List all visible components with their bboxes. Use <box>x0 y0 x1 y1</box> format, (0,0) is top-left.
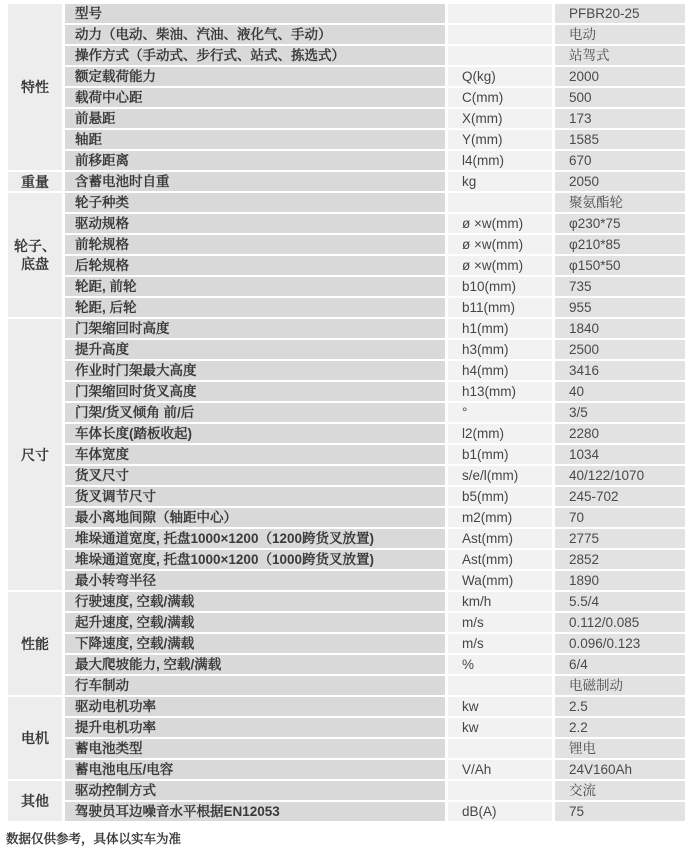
spec-value-cell: φ210*85 <box>555 235 685 254</box>
spec-table <box>5 2 688 823</box>
spec-value-cell: 交流 <box>555 781 685 800</box>
spec-unit-cell: Q(kg) <box>448 67 552 86</box>
spec-unit-cell: kw <box>448 718 552 737</box>
spec-name-cell: 门架缩回时高度 <box>65 319 445 338</box>
spec-unit-cell: % <box>448 655 552 674</box>
spec-value-cell: 75 <box>555 802 685 821</box>
spec-value-cell: 173 <box>555 109 685 128</box>
table-row <box>8 340 685 359</box>
table-row <box>8 193 685 212</box>
spec-name-cell: 货叉尺寸 <box>65 466 445 485</box>
category-cell: 重量 <box>8 172 62 191</box>
spec-name-cell: 堆垛通道宽度, 托盘1000×1200（1000跨货叉放置) <box>65 550 445 569</box>
table-row <box>8 676 685 695</box>
spec-name-cell: 车体宽度 <box>65 445 445 464</box>
spec-value-cell: 2500 <box>555 340 685 359</box>
spec-unit-cell: ø ×w(mm) <box>448 256 552 275</box>
spec-name-cell: 额定载荷能力 <box>65 67 445 86</box>
spec-name-cell: 门架缩回时货叉高度 <box>65 382 445 401</box>
spec-name-cell: 提升电机功率 <box>65 718 445 737</box>
spec-name-cell: 轮子种类 <box>65 193 445 212</box>
table-row <box>8 529 685 548</box>
spec-unit-cell: m/s <box>448 613 552 632</box>
spec-unit-cell: b5(mm) <box>448 487 552 506</box>
table-row <box>8 151 685 170</box>
spec-value-cell: 40/122/1070 <box>555 466 685 485</box>
spec-value-cell: 电磁制动 <box>555 676 685 695</box>
spec-unit-cell: Y(mm) <box>448 130 552 149</box>
spec-name-cell: 蓄电池电压/电容 <box>65 760 445 779</box>
table-row <box>8 4 685 23</box>
table-row <box>8 760 685 779</box>
spec-value-cell: 24V160Ah <box>555 760 685 779</box>
spec-unit-cell: km/h <box>448 592 552 611</box>
table-row <box>8 277 685 296</box>
spec-unit-cell <box>448 193 552 212</box>
spec-unit-cell: s/e/l(mm) <box>448 466 552 485</box>
table-row <box>8 424 685 443</box>
spec-name-cell: 动力（电动、柴油、汽油、液化气、手动） <box>65 25 445 44</box>
spec-value-cell: 6/4 <box>555 655 685 674</box>
table-row <box>8 802 685 821</box>
table-row <box>8 25 685 44</box>
spec-unit-cell: ° <box>448 403 552 422</box>
category-cell: 轮子、底盘 <box>8 193 62 317</box>
spec-value-cell: 锂电 <box>555 739 685 758</box>
table-row <box>8 655 685 674</box>
table-row <box>8 109 685 128</box>
spec-name-cell: 蓄电池类型 <box>65 739 445 758</box>
spec-name-cell: 驱动电机功率 <box>65 697 445 716</box>
table-row <box>8 298 685 317</box>
spec-unit-cell: kw <box>448 697 552 716</box>
spec-value-cell: 955 <box>555 298 685 317</box>
table-row <box>8 235 685 254</box>
category-cell: 性能 <box>8 592 62 695</box>
spec-value-cell: 3416 <box>555 361 685 380</box>
spec-value-cell: φ150*50 <box>555 256 685 275</box>
table-row <box>8 508 685 527</box>
spec-value-cell: 40 <box>555 382 685 401</box>
spec-value-cell: 2775 <box>555 529 685 548</box>
spec-unit-cell: b11(mm) <box>448 298 552 317</box>
table-row <box>8 172 685 191</box>
spec-value-cell: 2050 <box>555 172 685 191</box>
table-row <box>8 88 685 107</box>
spec-name-cell: 货叉调节尺寸 <box>65 487 445 506</box>
spec-unit-cell: Ast(mm) <box>448 550 552 569</box>
spec-value-cell: 0.112/0.085 <box>555 613 685 632</box>
spec-unit-cell: ø ×w(mm) <box>448 235 552 254</box>
spec-unit-cell: ø ×w(mm) <box>448 214 552 233</box>
spec-unit-cell: l2(mm) <box>448 424 552 443</box>
table-row <box>8 739 685 758</box>
spec-unit-cell: C(mm) <box>448 88 552 107</box>
spec-unit-cell: dB(A) <box>448 802 552 821</box>
spec-value-cell: 1840 <box>555 319 685 338</box>
spec-value-cell: 2852 <box>555 550 685 569</box>
spec-value-cell: 245-702 <box>555 487 685 506</box>
spec-unit-cell <box>448 4 552 23</box>
spec-name-cell: 堆垛通道宽度, 托盘1000×1200（1200跨货叉放置) <box>65 529 445 548</box>
table-row <box>8 781 685 800</box>
spec-value-cell: 735 <box>555 277 685 296</box>
spec-value-cell: 5.5/4 <box>555 592 685 611</box>
spec-value-cell: 1890 <box>555 571 685 590</box>
spec-name-cell: 轮距, 后轮 <box>65 298 445 317</box>
spec-name-cell: 操作方式（手动式、步行式、站式、拣选式） <box>65 46 445 65</box>
spec-value-cell: 电动 <box>555 25 685 44</box>
spec-name-cell: 门架/货叉倾角 前/后 <box>65 403 445 422</box>
spec-value-cell: 670 <box>555 151 685 170</box>
spec-name-cell: 含蓄电池时自重 <box>65 172 445 191</box>
table-row <box>8 382 685 401</box>
spec-value-cell: 2.2 <box>555 718 685 737</box>
spec-unit-cell: h3(mm) <box>448 340 552 359</box>
table-row <box>8 403 685 422</box>
spec-unit-cell: b1(mm) <box>448 445 552 464</box>
spec-unit-cell: V/Ah <box>448 760 552 779</box>
spec-unit-cell: X(mm) <box>448 109 552 128</box>
spec-name-cell: 最大爬坡能力, 空载/满载 <box>65 655 445 674</box>
spec-name-cell: 后轮规格 <box>65 256 445 275</box>
table-row <box>8 697 685 716</box>
spec-name-cell: 载荷中心距 <box>65 88 445 107</box>
spec-unit-cell: h13(mm) <box>448 382 552 401</box>
spec-value-cell: 2000 <box>555 67 685 86</box>
spec-name-cell: 型号 <box>65 4 445 23</box>
spec-name-cell: 驱动规格 <box>65 214 445 233</box>
spec-name-cell: 驱动控制方式 <box>65 781 445 800</box>
spec-name-cell: 最小转弯半径 <box>65 571 445 590</box>
spec-name-cell: 车体长度(踏板收起) <box>65 424 445 443</box>
spec-name-cell: 轮距, 前轮 <box>65 277 445 296</box>
spec-value-cell: 0.096/0.123 <box>555 634 685 653</box>
spec-unit-cell: Wa(mm) <box>448 571 552 590</box>
table-row <box>8 466 685 485</box>
table-row <box>8 130 685 149</box>
spec-name-cell: 轴距 <box>65 130 445 149</box>
spec-name-cell: 前移距离 <box>65 151 445 170</box>
spec-value-cell: 站驾式 <box>555 46 685 65</box>
table-row <box>8 46 685 65</box>
table-row <box>8 718 685 737</box>
spec-name-cell: 前悬距 <box>65 109 445 128</box>
table-row <box>8 67 685 86</box>
spec-unit-cell <box>448 25 552 44</box>
table-row <box>8 487 685 506</box>
spec-value-cell: 2280 <box>555 424 685 443</box>
spec-name-cell: 行车制动 <box>65 676 445 695</box>
spec-value-cell: 2.5 <box>555 697 685 716</box>
spec-value-cell: 70 <box>555 508 685 527</box>
table-row <box>8 319 685 338</box>
spec-name-cell: 下降速度, 空载/满载 <box>65 634 445 653</box>
spec-value-cell: 500 <box>555 88 685 107</box>
spec-value-cell: PFBR20-25 <box>555 4 685 23</box>
category-cell: 特性 <box>8 4 62 170</box>
table-row <box>8 613 685 632</box>
spec-unit-cell: Ast(mm) <box>448 529 552 548</box>
spec-unit-cell: kg <box>448 172 552 191</box>
spec-name-cell: 驾驶员耳边噪音水平根据EN12053 <box>65 802 445 821</box>
spec-name-cell: 前轮规格 <box>65 235 445 254</box>
category-cell: 电机 <box>8 697 62 779</box>
spec-value-cell: φ230*75 <box>555 214 685 233</box>
spec-value-cell: 1034 <box>555 445 685 464</box>
spec-name-cell: 作业时门架最大高度 <box>65 361 445 380</box>
spec-unit-cell: h4(mm) <box>448 361 552 380</box>
spec-value-cell: 3/5 <box>555 403 685 422</box>
table-row <box>8 214 685 233</box>
table-row <box>8 361 685 380</box>
table-row <box>8 550 685 569</box>
spec-unit-cell: h1(mm) <box>448 319 552 338</box>
footer-note: 数据仅供参考，具体以实车为准 <box>6 832 182 846</box>
spec-unit-cell: m2(mm) <box>448 508 552 527</box>
category-cell: 其他 <box>8 781 62 821</box>
spec-unit-cell <box>448 46 552 65</box>
spec-table-body <box>8 4 685 821</box>
spec-unit-cell: l4(mm) <box>448 151 552 170</box>
spec-name-cell: 最小离地间隙（轴距中心） <box>65 508 445 527</box>
spec-name-cell: 起升速度, 空载/满载 <box>65 613 445 632</box>
spec-unit-cell: m/s <box>448 634 552 653</box>
spec-unit-cell <box>448 676 552 695</box>
spec-name-cell: 提升高度 <box>65 340 445 359</box>
table-row <box>8 256 685 275</box>
spec-value-cell: 聚氨酯轮 <box>555 193 685 212</box>
spec-unit-cell: b10(mm) <box>448 277 552 296</box>
spec-name-cell: 行驶速度, 空载/满载 <box>65 592 445 611</box>
table-row <box>8 445 685 464</box>
spec-unit-cell <box>448 781 552 800</box>
table-row <box>8 592 685 611</box>
category-cell: 尺寸 <box>8 319 62 590</box>
spec-value-cell: 1585 <box>555 130 685 149</box>
table-row <box>8 634 685 653</box>
table-row <box>8 571 685 590</box>
spec-unit-cell <box>448 739 552 758</box>
